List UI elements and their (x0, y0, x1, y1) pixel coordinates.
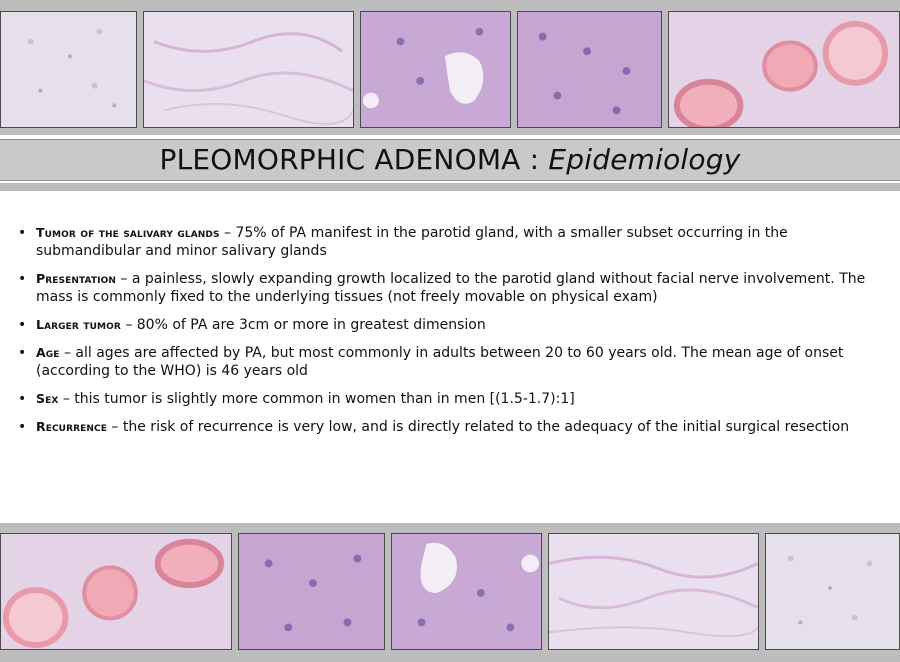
bullet-text: – 80% of PA are 3cm or more in greatest dimension (120, 317, 486, 333)
bullet-recurrence (18, 418, 884, 436)
bullet-term: Recurrence (36, 419, 107, 434)
bullet-sex (18, 390, 884, 408)
title-divider (0, 183, 900, 191)
bullet-dot: • (18, 419, 27, 435)
bullet-term: Presentation (36, 271, 116, 286)
bullet-tumor-of-salivary-glands (18, 224, 884, 260)
page-title-main: PLEOMORPHIC ADENOMA : (159, 143, 549, 176)
bullet-text: – this tumor is slightly more common in women than in men [(1.5-1.7):1] (58, 391, 575, 407)
bullet-presentation (18, 270, 884, 306)
bullet-dot: • (18, 225, 27, 241)
bullet-term: Tumor of the salivary glands (36, 225, 220, 240)
page-title-subtitle: Epidemiology (548, 143, 741, 176)
bullet-dot: • (18, 391, 27, 407)
bullet-dot: • (18, 271, 27, 287)
histology-image-squamous-pearls (0, 533, 232, 650)
bullet-term: Age (36, 345, 60, 360)
bullet-larger-tumor (18, 316, 884, 334)
histology-image-squamous-pearls (668, 11, 900, 128)
histology-image-stroma (143, 11, 354, 128)
histology-image-stroma (548, 533, 759, 650)
bullet-term: Larger tumor (36, 317, 121, 332)
histology-image-myxoid (765, 533, 900, 650)
bullet-text: – a painless, slowly expanding growth localized to the parotid gland without facial nerve involvement. The mass is commonly fixed to the underlying tissues (not freely movable on physical exam) (36, 271, 866, 305)
bullet-age (18, 344, 884, 380)
histology-image-epithelial (517, 11, 662, 128)
bullet-dot: • (18, 317, 27, 333)
histology-image-cellular (360, 11, 511, 128)
histology-image-epithelial (238, 533, 385, 650)
histology-image-cellular (391, 533, 542, 650)
bullet-text: – all ages are affected by PA, but most commonly in adults between 20 to 60 years old. The mean age of onset (according to the WHO) is 46 years old (36, 345, 844, 379)
epidemiology-bullet-list (18, 224, 884, 446)
histology-image-myxoid (0, 11, 137, 128)
bullet-text: – 75% of PA manifest in the parotid gland, with a smaller subset occurring in the submandibular and minor salivary glands (36, 225, 788, 259)
bullet-dot: • (18, 345, 27, 361)
bullet-term: Sex (36, 391, 59, 406)
bullet-text: – the risk of recurrence is very low, and is directly related to the adequacy of the initial surgical resection (106, 419, 850, 435)
page-title (0, 139, 900, 181)
